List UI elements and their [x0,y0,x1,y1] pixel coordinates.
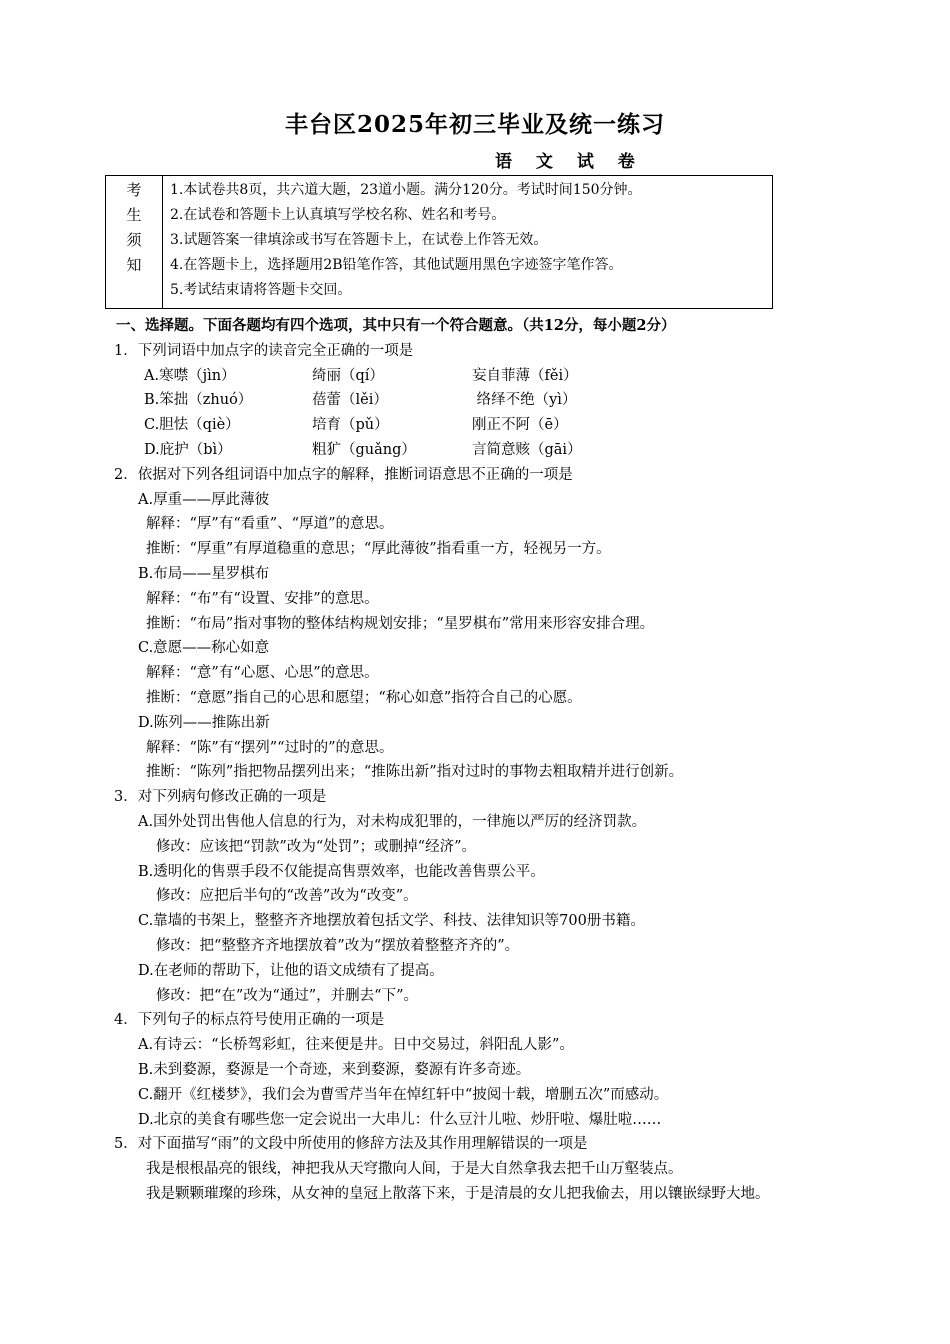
question-4-option-a: A.有诗云：“长桥驾彩虹，往来便是井。日中交易过，斜阳乱人影”。 [138,1037,574,1054]
exam-subtitle: 语 文 试 卷 [495,152,644,172]
word: 妄自菲薄（fěi） [472,367,578,384]
revision: 修改：把“在”改为“通过”，并删去“下”。 [156,987,418,1004]
inference: 推断：“布局”指对事物的整体结构规划安排；“星罗棋布”常用来形容安排合理。 [146,615,655,632]
question-3-option-b: B.透明化的售票手段不仅能提高售票效率，也能改善售票公平。 [138,863,545,880]
notice-item: 4.在答题卡上，选择题用2B铅笔作答，其他试题用黑色字迹签字笔作答。 [170,257,623,273]
question-4-option-c: C.翻开《红楼梦》，我们会为曹雪芹当年在悼红轩中“披阅十载，增删五次”而感动。 [138,1086,669,1103]
notice-label-char: 考 [126,181,142,199]
question-3-option-c: C.靠墙的书架上，整整齐齐地摆放着包括文学、科技、法律知识等700册书籍。 [138,913,645,930]
explanation: 解释：“陈”有“摆列”“过时的”的意思。 [146,739,394,756]
inference: 推断：“意愿”指自己的心思和愿望；“称心如意”指符合自己的心愿。 [146,689,582,706]
word: 言简意赅（gāi） [472,441,582,458]
inference: 推断：“陈列”指把物品摆列出来；“推陈出新”指对过时的事物去粗取精并进行创新。 [146,764,684,781]
notice-label-char: 生 [126,206,142,224]
word: 培育（pǔ） [312,417,389,434]
notice-box [105,175,773,309]
revision: 修改：应该把“罚款”改为“处罚”；或删掉“经济”。 [156,838,476,855]
notice-label-char: 知 [126,256,142,274]
question-2-stem: 2．依据对下列各组词语中加点字的解释，推断词语意思不正确的一项是 [114,466,573,483]
question-2-option-d: D.陈列——推陈出新 [138,714,270,731]
question-1-option-a [110,364,910,389]
question-3-option-a: A.国外处罚出售他人信息的行为，对未构成犯罪的，一律施以严厉的经济罚款。 [138,813,647,830]
revision: 修改：把“整整齐齐地摆放着”改为“摆放着整整齐齐的”。 [156,937,520,954]
exam-title: 丰台区2025年初三毕业及统一练习 [284,111,665,138]
question-3-option-d: D.在老师的帮助下，让他的语文成绩有了提高。 [138,962,444,979]
word: 蓓蕾（lěi） [312,392,388,409]
notice-item: 2.在试卷和答题卡上认真填写学校名称、姓名和考号。 [170,207,506,223]
question-2-option-a: A.厚重——厚此薄彼 [138,491,270,508]
question-5-stem: 5．对下面描写“雨”的文段中所使用的修辞方法及其作用理解错误的一项是 [114,1136,588,1153]
question-1-option-b [110,388,910,413]
word: 刚正不阿（ē） [472,417,568,434]
word: 粗犷（guǎng） [312,441,416,458]
question-1-stem: 1．下列词语中加点字的读音完全正确的一项是 [114,342,414,359]
word: C.胆怯（qiè） [144,417,240,434]
notice-item: 1.本试卷共8页，共六道大题，23道小题。满分120分。考试时间150分钟。 [170,182,642,198]
notice-label [106,176,163,308]
inference: 推断：“厚重”有厚道稳重的意思；“厚此薄彼”指看重一方，轻视另一方。 [146,541,611,558]
question-4-stem: 4．下列句子的标点符号使用正确的一项是 [114,1012,385,1029]
section-heading: 一、选择题。下面各题均有四个选项，其中只有一个符合题意。（共12分，每小题2分） [116,317,676,334]
notice-item: 5.考试结束请将答题卡交回。 [170,282,352,298]
question-3-stem: 3．对下列病句修改正确的一项是 [114,789,327,806]
notice-label-char: 须 [126,231,142,249]
exam-content [110,314,910,1207]
word: A.寒噤（jìn） [144,367,236,384]
word: D.庇护（bì） [144,441,232,458]
explanation: 解释：“意”有“心愿、心思”的意思。 [146,665,379,682]
notice-item: 3.试题答案一律填涂或书写在答题卡上，在试卷上作答无效。 [170,232,548,248]
question-2-option-b: B.布局——星罗棋布 [138,565,270,582]
notice-items [170,178,642,303]
passage-paragraph: 我是颗颗璀璨的珍珠，从女神的皇冠上散落下来，于是清晨的女儿把我偷去，用以镶嵌绿野大地。 [146,1185,770,1202]
question-2-option-c: C.意愿——称心如意 [138,640,270,657]
explanation: 解释：“布”有“设置、安排”的意思。 [146,590,379,607]
explanation: 解释：“厚”有“看重”、“厚道”的意思。 [146,516,394,533]
passage-paragraph: 我是根根晶亮的银线，神把我从天穹撒向人间，于是大自然拿我去把千山万壑装点。 [146,1161,683,1178]
word: 络绎不绝（yì） [472,392,577,409]
question-1-option-d [110,438,910,463]
word: B.笨拙（zhuó） [144,392,253,409]
question-4-option-d: D.北京的美食有哪些您一定会说出一大串儿：什么豆汁儿啦、炒肝啦、爆肚啦…… [138,1111,662,1128]
question-4-option-b: B.未到婺源，婺源是一个奇迹，来到婺源，婺源有许多奇迹。 [138,1061,531,1078]
question-1-option-c [110,413,910,438]
revision: 修改：应把后半句的“改善”改为“改变”。 [156,888,418,905]
word: 绮丽（qí） [312,367,384,384]
